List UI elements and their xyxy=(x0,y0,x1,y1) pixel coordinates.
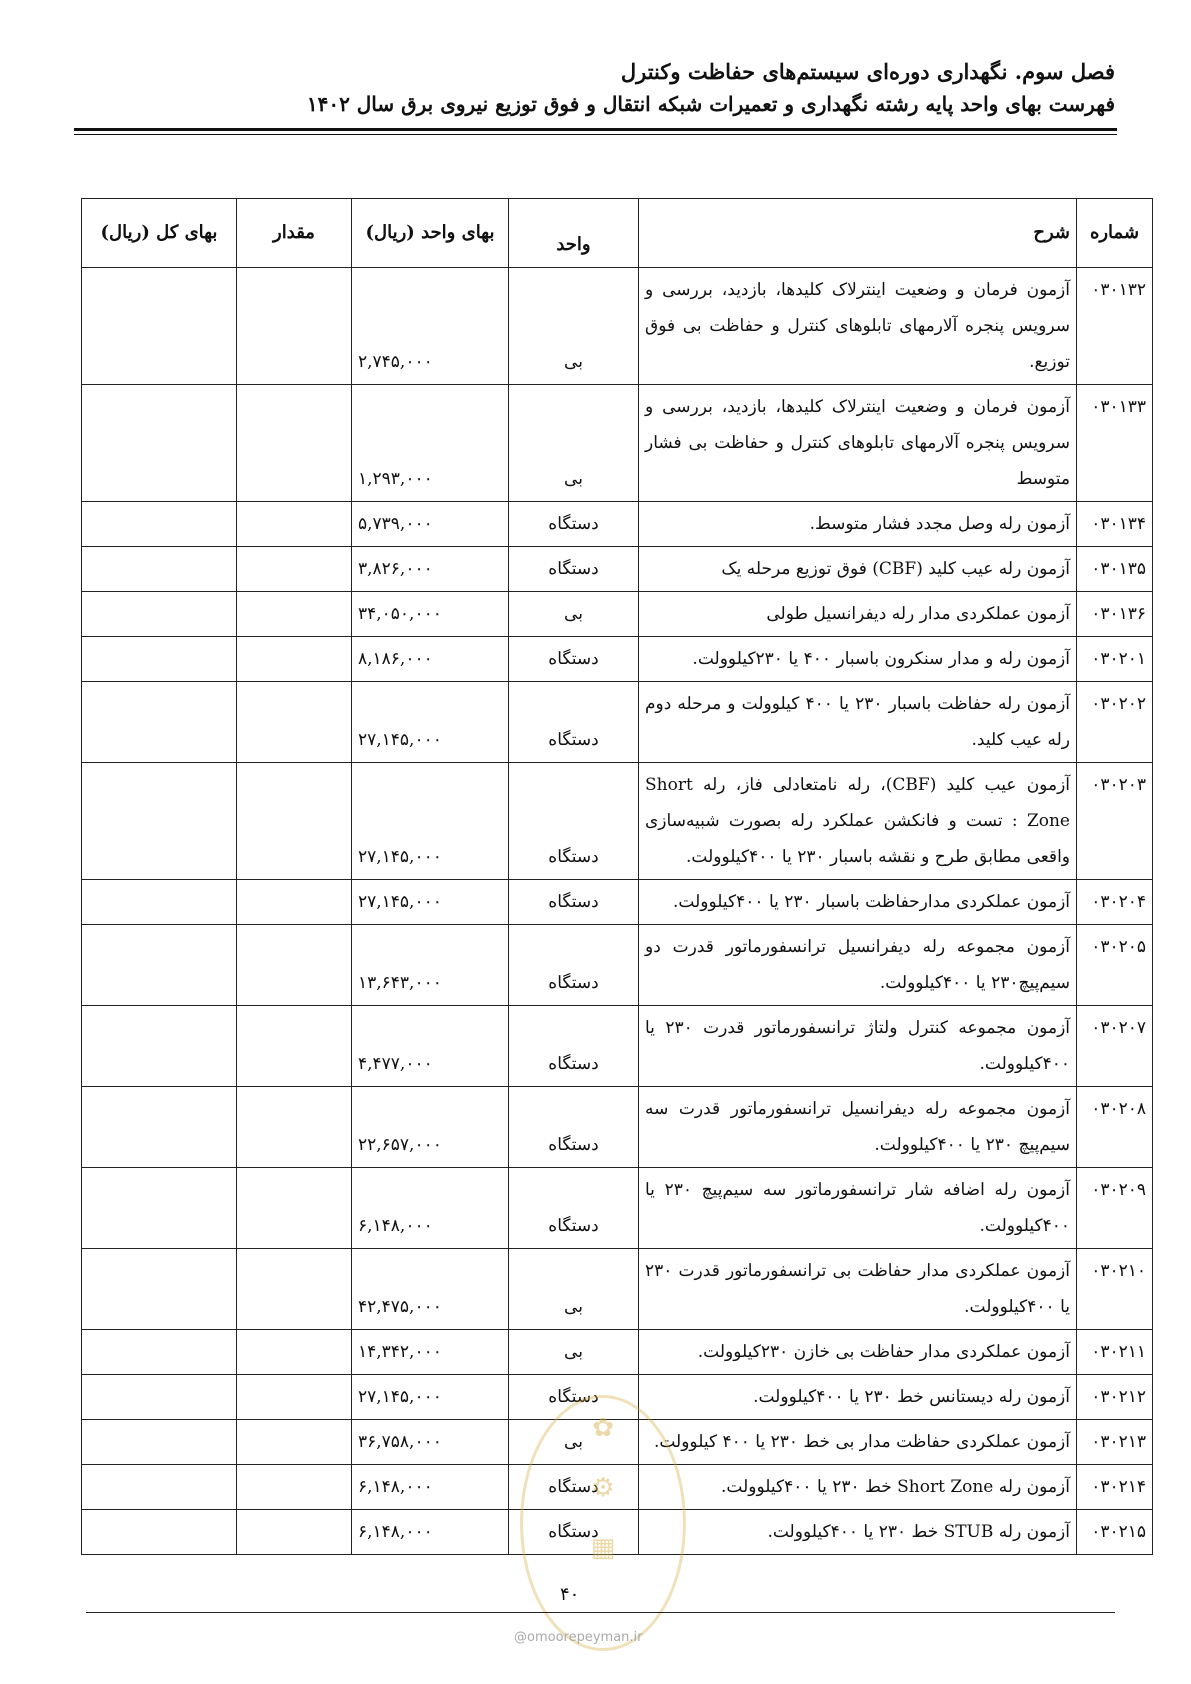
row-unit-price: ۵,۷۳۹,۰۰۰ xyxy=(352,502,509,547)
row-unit: بی xyxy=(509,385,639,502)
row-total xyxy=(82,1087,237,1168)
row-unit: دستگاه xyxy=(509,1006,639,1087)
row-total xyxy=(82,1249,237,1330)
col-header-total: بهای کل (ریال) xyxy=(82,199,237,268)
page-header xyxy=(76,56,1115,120)
row-description: آزمون رله STUB خط ۲۳۰ یا ۴۰۰کیلوولت. xyxy=(639,1510,1077,1555)
table-body xyxy=(82,268,1153,1555)
row-total xyxy=(82,385,237,502)
row-description: آزمون مجموعه رله دیفرانسیل ترانسفورماتور قدرت سه سیم‌پیچ ۲۳۰ یا ۴۰۰کیلوولت. xyxy=(639,1087,1077,1168)
row-description: آزمون رله وصل مجدد فشار متوسط. xyxy=(639,502,1077,547)
table-row xyxy=(82,502,1153,547)
row-number: ۰۳۰۲۱۱ xyxy=(1077,1330,1153,1375)
table-row xyxy=(82,637,1153,682)
row-unit-price: ۲,۷۴۵,۰۰۰ xyxy=(352,268,509,385)
row-description: آزمون فرمان و وضعیت اینترلاک کلیدها، بازدید، بررسی و سرویس پنجره آلارمهای تابلوهای کنترل و حفاظت بی فشار متوسط xyxy=(639,385,1077,502)
row-number: ۰۳۰۲۱۳ xyxy=(1077,1420,1153,1465)
row-number: ۰۳۰۲۱۴ xyxy=(1077,1465,1153,1510)
row-total xyxy=(82,1330,237,1375)
row-description: آزمون مجموعه کنترل ولتاژ ترانسفورماتور قدرت ۲۳۰ یا ۴۰۰کیلوولت. xyxy=(639,1006,1077,1087)
row-quantity xyxy=(237,1006,352,1087)
chapter-title: فصل سوم. نگهداری دوره‌ای سیستم‌های حفاظت وکنترل xyxy=(620,59,1115,84)
row-number: ۰۳۰۲۰۹ xyxy=(1077,1168,1153,1249)
row-description: آزمون رله عیب کلید (CBF) فوق توزیع مرحله یک xyxy=(639,547,1077,592)
col-header-number: شماره xyxy=(1077,199,1153,268)
row-total xyxy=(82,1375,237,1420)
table-row xyxy=(82,1420,1153,1465)
row-description: آزمون عیب کلید (CBF)، رله نامتعادلی فاز، رله Short Zone : تست و فانکشن عملکرد رله بصورت شبیه‌سازی واقعی مطابق طرح و نقشه باسبار ۲۳۰ یا ۴۰۰کیلوولت. xyxy=(639,763,1077,880)
row-unit: دستگاه xyxy=(509,1168,639,1249)
row-total xyxy=(82,1168,237,1249)
row-quantity xyxy=(237,763,352,880)
table-row xyxy=(82,547,1153,592)
row-total xyxy=(82,1465,237,1510)
row-unit-price: ۴۲,۴۷۵,۰۰۰ xyxy=(352,1249,509,1330)
site-watermark: @omoorepeyman.ir xyxy=(514,1630,643,1645)
row-unit-price: ۱۳,۶۴۳,۰۰۰ xyxy=(352,925,509,1006)
row-unit-price: ۸,۱۸۶,۰۰۰ xyxy=(352,637,509,682)
row-description: آزمون رله اضافه شار ترانسفورماتور سه سیم‌پیچ ۲۳۰ یا ۴۰۰کیلوولت. xyxy=(639,1168,1077,1249)
row-unit-price: ۳۶,۷۵۸,۰۰۰ xyxy=(352,1420,509,1465)
row-unit: دستگاه xyxy=(509,502,639,547)
row-unit: دستگاه xyxy=(509,1465,639,1510)
row-quantity xyxy=(237,880,352,925)
row-description: آزمون مجموعه رله دیفرانسیل ترانسفورماتور قدرت دو سیم‌پیچ۲۳۰ یا ۴۰۰کیلوولت. xyxy=(639,925,1077,1006)
row-number: ۰۳۰۱۳۴ xyxy=(1077,502,1153,547)
header-rule-thin xyxy=(74,134,1117,135)
table-row xyxy=(82,763,1153,880)
table-header-row xyxy=(82,199,1153,268)
row-total xyxy=(82,268,237,385)
row-total xyxy=(82,880,237,925)
row-quantity xyxy=(237,1375,352,1420)
row-unit: دستگاه xyxy=(509,1510,639,1555)
row-unit-price: ۲۲,۶۵۷,۰۰۰ xyxy=(352,1087,509,1168)
row-number: ۰۳۰۲۰۱ xyxy=(1077,637,1153,682)
table-row xyxy=(82,1249,1153,1330)
row-description: آزمون عملکردی مدار حفاظت بی ترانسفورماتور قدرت ۲۳۰ یا ۴۰۰کیلوولت. xyxy=(639,1249,1077,1330)
row-unit: دستگاه xyxy=(509,1087,639,1168)
row-unit-price: ۶,۱۴۸,۰۰۰ xyxy=(352,1465,509,1510)
row-unit-price: ۲۷,۱۴۵,۰۰۰ xyxy=(352,1375,509,1420)
col-header-description: شرح xyxy=(639,199,1077,268)
table-row xyxy=(82,268,1153,385)
row-quantity xyxy=(237,1420,352,1465)
row-total xyxy=(82,502,237,547)
table-row xyxy=(82,925,1153,1006)
page-number: ۴۰ xyxy=(560,1584,580,1605)
row-unit-price: ۳,۸۲۶,۰۰۰ xyxy=(352,547,509,592)
row-unit: دستگاه xyxy=(509,1375,639,1420)
row-number: ۰۳۰۲۰۸ xyxy=(1077,1087,1153,1168)
row-number: ۰۳۰۲۰۷ xyxy=(1077,1006,1153,1087)
row-description: آزمون عملکردی حفاظت مدار بی خط ۲۳۰ یا ۴۰۰ کیلوولت. xyxy=(639,1420,1077,1465)
row-unit: بی xyxy=(509,1420,639,1465)
row-number: ۰۳۰۱۳۶ xyxy=(1077,592,1153,637)
header-rule-thick xyxy=(74,128,1117,131)
row-total xyxy=(82,1420,237,1465)
row-total xyxy=(82,1006,237,1087)
row-description: آزمون عملکردی مدارحفاظت باسبار ۲۳۰ یا ۴۰۰کیلوولت. xyxy=(639,880,1077,925)
table-row xyxy=(82,1465,1153,1510)
row-quantity xyxy=(237,268,352,385)
col-header-unit-price: بهای واحد (ریال) xyxy=(352,199,509,268)
row-unit-price: ۲۷,۱۴۵,۰۰۰ xyxy=(352,682,509,763)
table-row xyxy=(82,1375,1153,1420)
row-number: ۰۳۰۲۱۵ xyxy=(1077,1510,1153,1555)
row-unit: بی xyxy=(509,1249,639,1330)
table-row xyxy=(82,1168,1153,1249)
row-unit: بی xyxy=(509,1330,639,1375)
table-row xyxy=(82,385,1153,502)
row-unit-price: ۴,۴۷۷,۰۰۰ xyxy=(352,1006,509,1087)
row-description: آزمون رله دیستانس خط ۲۳۰ یا ۴۰۰کیلوولت. xyxy=(639,1375,1077,1420)
row-quantity xyxy=(237,1087,352,1168)
col-header-quantity: مقدار xyxy=(237,199,352,268)
row-number: ۰۳۰۱۳۲ xyxy=(1077,268,1153,385)
row-number: ۰۳۰۲۱۲ xyxy=(1077,1375,1153,1420)
row-total xyxy=(82,682,237,763)
row-unit-price: ۲۷,۱۴۵,۰۰۰ xyxy=(352,880,509,925)
table-row xyxy=(82,592,1153,637)
row-total xyxy=(82,763,237,880)
row-quantity xyxy=(237,1168,352,1249)
table-row xyxy=(82,1330,1153,1375)
row-description: آزمون رله و مدار سنکرون باسبار ۴۰۰ یا ۲۳۰کیلوولت. xyxy=(639,637,1077,682)
row-quantity xyxy=(237,1510,352,1555)
row-number: ۰۳۰۱۳۵ xyxy=(1077,547,1153,592)
row-quantity xyxy=(237,1249,352,1330)
row-number: ۰۳۰۲۰۳ xyxy=(1077,763,1153,880)
row-unit: بی xyxy=(509,268,639,385)
row-description: آزمون رله Short Zone خط ۲۳۰ یا ۴۰۰کیلوولت. xyxy=(639,1465,1077,1510)
row-quantity xyxy=(237,1465,352,1510)
row-unit: بی xyxy=(509,592,639,637)
row-unit-price: ۱,۲۹۳,۰۰۰ xyxy=(352,385,509,502)
table-row xyxy=(82,1006,1153,1087)
row-description: آزمون عملکردی مدار رله دیفرانسیل طولی xyxy=(639,592,1077,637)
row-unit-price: ۶,۱۴۸,۰۰۰ xyxy=(352,1510,509,1555)
table-row xyxy=(82,880,1153,925)
row-total xyxy=(82,547,237,592)
row-description: آزمون رله حفاظت باسبار ۲۳۰ یا ۴۰۰ کیلوولت و مرحله دوم رله عیب کلید. xyxy=(639,682,1077,763)
row-unit: دستگاه xyxy=(509,637,639,682)
row-quantity xyxy=(237,547,352,592)
table-row xyxy=(82,682,1153,763)
row-unit-price: ۲۷,۱۴۵,۰۰۰ xyxy=(352,763,509,880)
row-unit: دستگاه xyxy=(509,925,639,1006)
row-total xyxy=(82,592,237,637)
row-quantity xyxy=(237,385,352,502)
row-unit-price: ۳۴,۰۵۰,۰۰۰ xyxy=(352,592,509,637)
row-description: آزمون فرمان و وضعیت اینترلاک کلیدها، بازدید، بررسی و سرویس پنجره آلارمهای تابلوهای کنترل و حفاظت بی فوق توزیع. xyxy=(639,268,1077,385)
row-total xyxy=(82,637,237,682)
row-number: ۰۳۰۱۳۳ xyxy=(1077,385,1153,502)
table-row xyxy=(82,1510,1153,1555)
row-total xyxy=(82,925,237,1006)
watermark-seal: ✿ ⚙ ▦ xyxy=(520,1395,686,1651)
table-row xyxy=(82,1087,1153,1168)
row-number: ۰۳۰۲۱۰ xyxy=(1077,1249,1153,1330)
row-unit-price: ۱۴,۳۴۲,۰۰۰ xyxy=(352,1330,509,1375)
price-table xyxy=(81,198,1153,1555)
row-description: آزمون عملکردی مدار حفاظت بی خازن ۲۳۰کیلوولت. xyxy=(639,1330,1077,1375)
row-quantity xyxy=(237,637,352,682)
row-quantity xyxy=(237,1330,352,1375)
row-unit: دستگاه xyxy=(509,763,639,880)
row-unit: دستگاه xyxy=(509,547,639,592)
row-number: ۰۳۰۲۰۴ xyxy=(1077,880,1153,925)
document-subtitle: فهرست بهای واحد پایه رشته نگهداری و تعمیرات شبکه انتقال و فوق توزیع نیروی برق سال ۱۴۰۲ xyxy=(306,92,1115,116)
row-quantity xyxy=(237,502,352,547)
row-quantity xyxy=(237,925,352,1006)
row-number: ۰۳۰۲۰۲ xyxy=(1077,682,1153,763)
row-quantity xyxy=(237,592,352,637)
footer-rule xyxy=(86,1612,1115,1613)
row-unit: دستگاه xyxy=(509,682,639,763)
row-quantity xyxy=(237,682,352,763)
row-number: ۰۳۰۲۰۵ xyxy=(1077,925,1153,1006)
col-header-unit: واحد xyxy=(509,199,639,268)
row-total xyxy=(82,1510,237,1555)
row-unit-price: ۶,۱۴۸,۰۰۰ xyxy=(352,1168,509,1249)
row-unit: دستگاه xyxy=(509,880,639,925)
